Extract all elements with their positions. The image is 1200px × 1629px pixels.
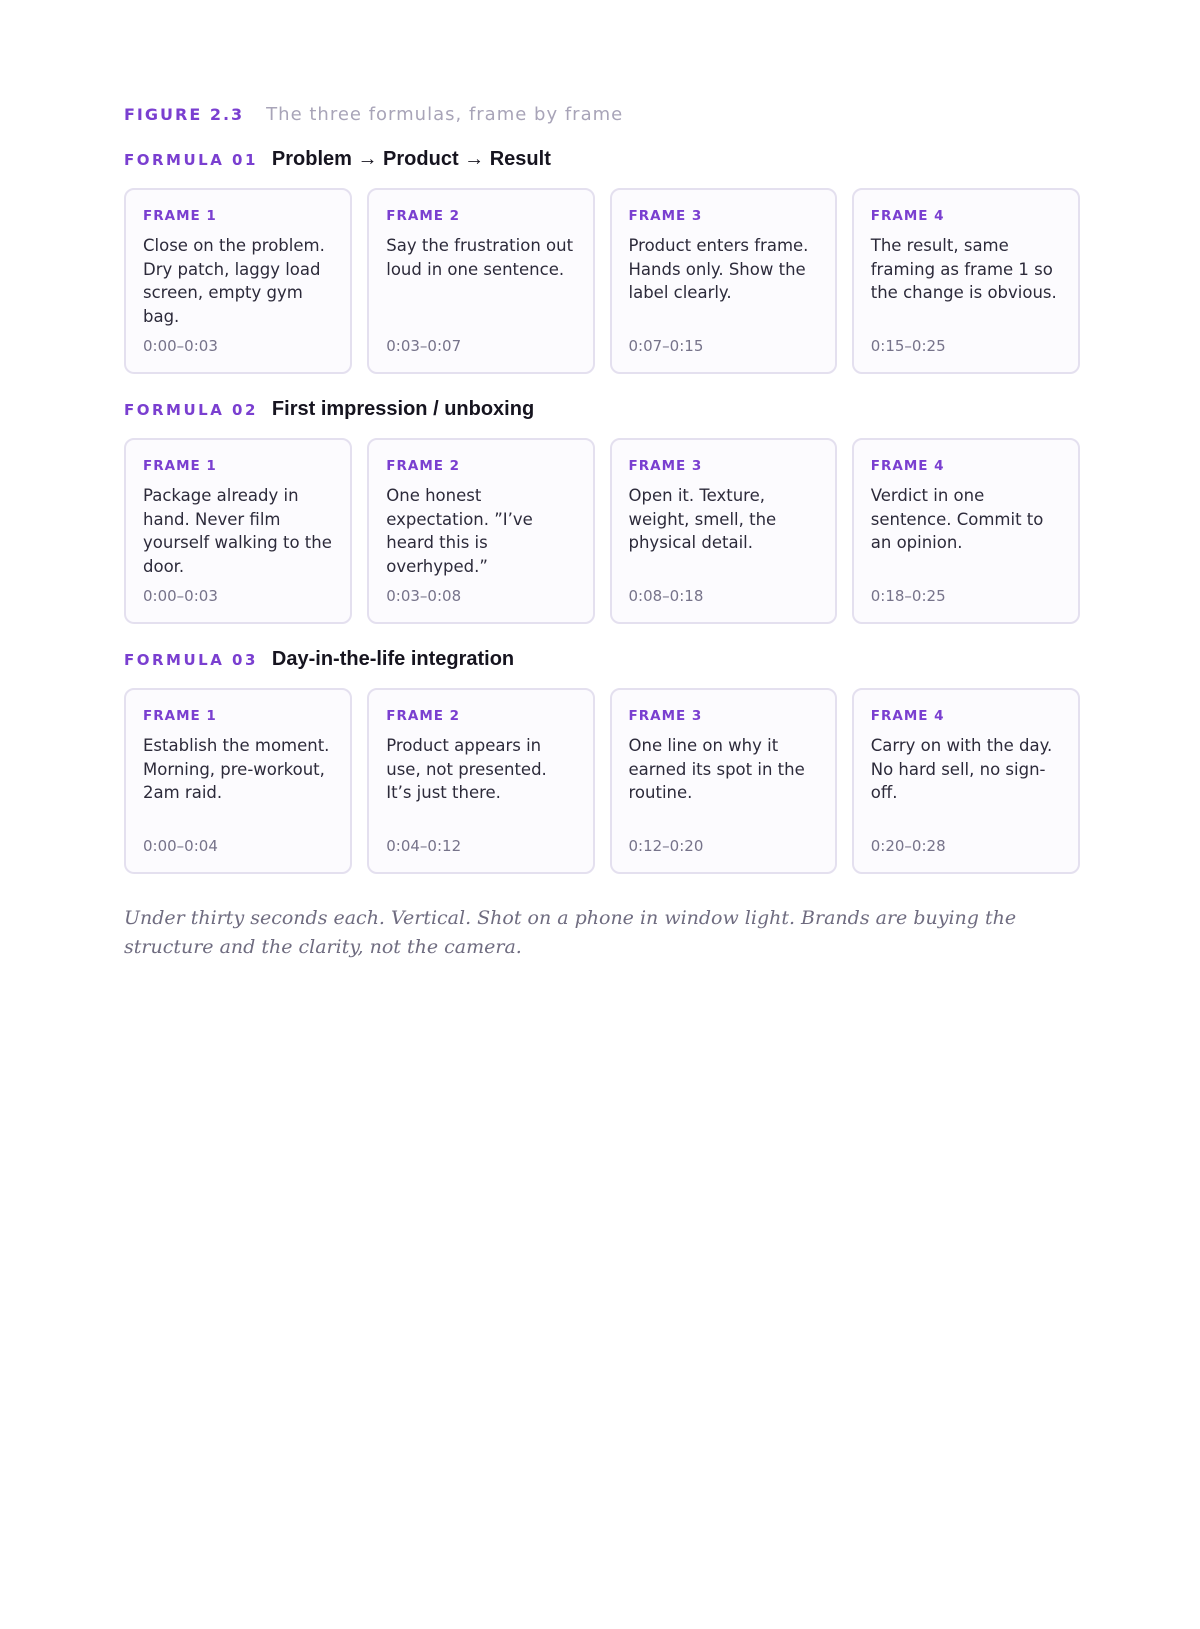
figure xyxy=(124,104,1080,981)
frame-number: FRAME 4 xyxy=(870,708,945,724)
frame-number: FRAME 4 xyxy=(870,208,945,224)
frame-description: Open it. Texture, weight, smell, the physical detail. xyxy=(628,486,777,552)
formula-title: Day-in-the-life integration xyxy=(271,648,515,670)
frame-card xyxy=(367,438,594,624)
frame-card xyxy=(124,438,352,624)
frame-number: FRAME 1 xyxy=(143,708,217,724)
frame-description: Say the frustration out loud in one sentence. xyxy=(386,236,574,279)
frame-number: FRAME 1 xyxy=(143,458,217,474)
frame-timecode: 0:12–0:20 xyxy=(628,837,704,855)
frame-card xyxy=(610,688,837,874)
frame-description: Product appears in use, not presented. It’s just there. xyxy=(386,736,547,802)
frame-description: Product enters frame. Hands only. Show the label clearly. xyxy=(628,236,809,302)
frame-timecode: 0:18–0:25 xyxy=(870,587,946,605)
frame-description: Verdict in one sentence. Commit to an opinion. xyxy=(870,486,1044,552)
frame-timecode: 0:00–0:03 xyxy=(143,337,218,355)
frame-description: One honest expectation. ”I’ve heard this is overhyped.” xyxy=(386,486,533,576)
frame-card xyxy=(610,188,837,374)
frame-timecode: 0:04–0:12 xyxy=(386,837,462,855)
formula-01 xyxy=(124,148,1080,374)
frame-description: Establish the moment. Morning, pre-workout, 2am raid. xyxy=(143,736,330,802)
frame-timecode: 0:03–0:07 xyxy=(386,337,462,355)
frame-timecode: 0:20–0:28 xyxy=(870,837,946,855)
frame-timecode: 0:15–0:25 xyxy=(870,337,946,355)
frame-description: Close on the problem. Dry patch, laggy load screen, empty gym bag. xyxy=(143,236,325,326)
frame-card xyxy=(852,688,1080,874)
frame-card xyxy=(852,438,1080,624)
frame-timecode: 0:07–0:15 xyxy=(628,337,704,355)
frame-description: Carry on with the day. No hard sell, no sign-off. xyxy=(870,736,1053,802)
frame-number: FRAME 3 xyxy=(628,708,703,724)
frame-card xyxy=(124,688,352,874)
formula-02 xyxy=(124,398,1080,624)
formula-label: FORMULA 02 xyxy=(124,401,258,419)
frame-number: FRAME 2 xyxy=(386,708,461,724)
formula-title: Problem → Product → Result xyxy=(271,148,551,170)
figure-label: FIGURE 2.3 xyxy=(124,105,245,124)
frame-row xyxy=(124,188,1080,374)
frame-card xyxy=(852,188,1080,374)
figure-header xyxy=(124,104,1080,134)
formula-title: First impression / unboxing xyxy=(271,398,535,420)
formula-header xyxy=(124,648,1080,676)
formula-03 xyxy=(124,648,1080,874)
frame-number: FRAME 1 xyxy=(143,208,217,224)
frame-timecode: 0:00–0:04 xyxy=(143,837,218,855)
frame-number: FRAME 3 xyxy=(628,458,703,474)
frame-number: FRAME 2 xyxy=(386,458,461,474)
formula-label: FORMULA 03 xyxy=(124,651,258,669)
frame-description: Package already in hand. Never film yourself walking to the door. xyxy=(143,486,332,576)
footnote: Under thirty seconds each. Vertical. Shot on a phone in window light. Brands are buying the structure and the clarity, not the camera. xyxy=(124,907,1017,958)
formula-header xyxy=(124,398,1080,426)
formula-label: FORMULA 01 xyxy=(124,151,258,169)
figure-caption: The three formulas, frame by frame xyxy=(266,104,624,125)
frame-timecode: 0:03–0:08 xyxy=(386,587,462,605)
frame-card xyxy=(367,188,594,374)
frame-card xyxy=(610,438,837,624)
frame-timecode: 0:00–0:03 xyxy=(143,587,218,605)
frame-number: FRAME 4 xyxy=(870,458,945,474)
frame-row xyxy=(124,688,1080,874)
frame-timecode: 0:08–0:18 xyxy=(628,587,704,605)
frame-number: FRAME 2 xyxy=(386,208,461,224)
formula-header xyxy=(124,148,1080,176)
frame-description: The result, same framing as frame 1 so the change is obvious. xyxy=(870,236,1057,302)
frame-number: FRAME 3 xyxy=(628,208,703,224)
frame-row xyxy=(124,438,1080,624)
frame-card xyxy=(124,188,352,374)
frame-card xyxy=(367,688,594,874)
frame-description: One line on why it earned its spot in the routine. xyxy=(628,736,805,802)
